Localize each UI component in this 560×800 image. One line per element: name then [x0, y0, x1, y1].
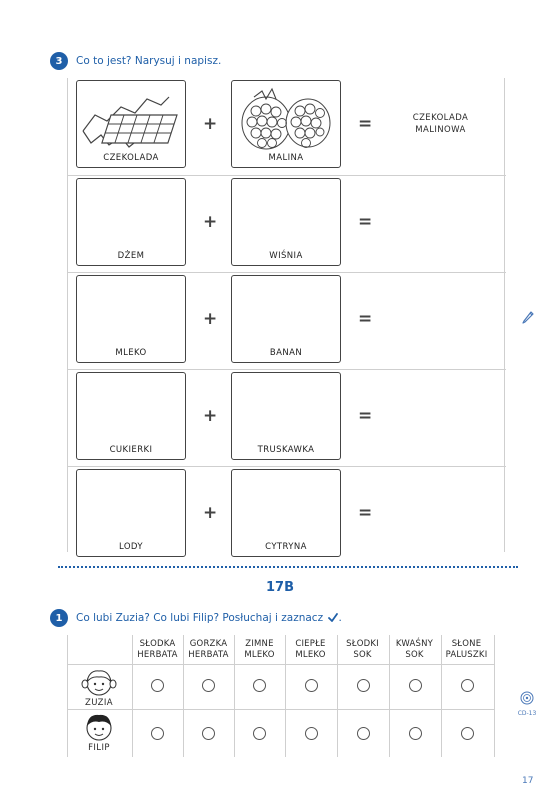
item-label: CYTRYNA	[265, 542, 307, 552]
item-label: CZEKOLADA	[103, 153, 159, 163]
exercise-instruction: Co lubi Zuzia? Co lubi Filip? Posłuchaj i zaznacz .	[76, 612, 342, 624]
answer-circle[interactable]	[461, 679, 474, 692]
item-label: LODY	[119, 542, 143, 552]
equals-sign: =	[358, 309, 373, 329]
plus-sign: +	[203, 503, 218, 523]
answer-circle[interactable]	[461, 727, 474, 740]
column-header: SŁODKA HERBATA	[137, 639, 178, 660]
answer-circle[interactable]	[202, 679, 215, 692]
column-header: GORZKA HERBATA	[188, 639, 229, 660]
drawing-box[interactable]	[76, 469, 186, 557]
exercise-1-header	[50, 609, 342, 627]
lesson-title: 17B	[266, 580, 294, 595]
cd-icon	[520, 691, 534, 705]
combination-row	[68, 78, 506, 175]
drawing-box[interactable]	[76, 275, 186, 363]
drawing-box-chocolate	[76, 80, 186, 168]
raspberry-illustration	[232, 85, 340, 153]
result-text: CZEKOLADA MALINOWA	[412, 113, 469, 135]
plus-sign: +	[203, 406, 218, 426]
answer-circle[interactable]	[409, 727, 422, 740]
drawing-box[interactable]	[231, 178, 341, 266]
answer-circle[interactable]	[253, 679, 266, 692]
kid-name: ZUZIA	[84, 698, 114, 708]
exercise-number: 1	[50, 609, 68, 627]
kid-name: FILIP	[88, 743, 110, 753]
answer-circle[interactable]	[305, 727, 318, 740]
checkmark-icon	[328, 613, 338, 622]
item-label: BANAN	[269, 348, 303, 358]
exercise-number: 3	[50, 52, 68, 70]
item-label: DŻEM	[117, 251, 145, 261]
exercise-instruction: Co to jest? Narysuj i napisz.	[76, 55, 222, 67]
combination-row	[68, 175, 506, 272]
drawing-box[interactable]	[231, 372, 341, 460]
drawing-box[interactable]	[231, 469, 341, 557]
plus-sign: +	[203, 212, 218, 232]
answer-circle[interactable]	[253, 727, 266, 740]
answer-circle[interactable]	[202, 727, 215, 740]
item-label: WIŚNIA	[269, 251, 303, 261]
exercise-3-header	[50, 52, 221, 70]
item-label: TRUSKAWKA	[257, 445, 315, 455]
column-header: SŁONE PALUSZKI	[445, 639, 488, 660]
column-header: ZIMNE MLEKO	[244, 639, 275, 660]
combination-row	[68, 272, 506, 369]
answer-circle[interactable]	[151, 727, 164, 740]
answer-circle[interactable]	[305, 679, 318, 692]
equals-sign: =	[358, 406, 373, 426]
boy-face-icon	[82, 711, 116, 743]
preferences-table	[67, 635, 495, 757]
pencil-icon	[521, 308, 535, 324]
item-label: MALINA	[268, 153, 304, 163]
girl-face-icon	[81, 666, 117, 698]
answer-circle[interactable]	[409, 679, 422, 692]
exercise-3-grid	[67, 78, 505, 552]
drawing-box[interactable]	[76, 178, 186, 266]
equals-sign: =	[358, 212, 373, 232]
answer-circle[interactable]	[357, 727, 370, 740]
item-label: CUKIERKI	[109, 445, 153, 455]
answer-circle[interactable]	[357, 679, 370, 692]
page-number: 17	[522, 776, 534, 786]
equals-sign: =	[358, 503, 373, 523]
section-divider	[58, 566, 518, 568]
cd-label: CD-13	[517, 710, 537, 717]
plus-sign: +	[203, 114, 218, 134]
column-header: KWAŚNY SOK	[395, 639, 434, 660]
equals-sign: =	[358, 114, 373, 134]
combination-row	[68, 466, 506, 563]
column-header: SŁODKI SOK	[346, 639, 379, 660]
column-header: CIEPŁE MLEKO	[295, 639, 326, 660]
item-label: MLEKO	[115, 348, 147, 358]
drawing-box[interactable]	[231, 275, 341, 363]
drawing-box-raspberry	[231, 80, 341, 168]
chocolate-illustration	[77, 85, 185, 155]
drawing-box[interactable]	[76, 372, 186, 460]
plus-sign: +	[203, 309, 218, 329]
combination-row	[68, 369, 506, 466]
answer-circle[interactable]	[151, 679, 164, 692]
cd-track	[516, 690, 538, 717]
